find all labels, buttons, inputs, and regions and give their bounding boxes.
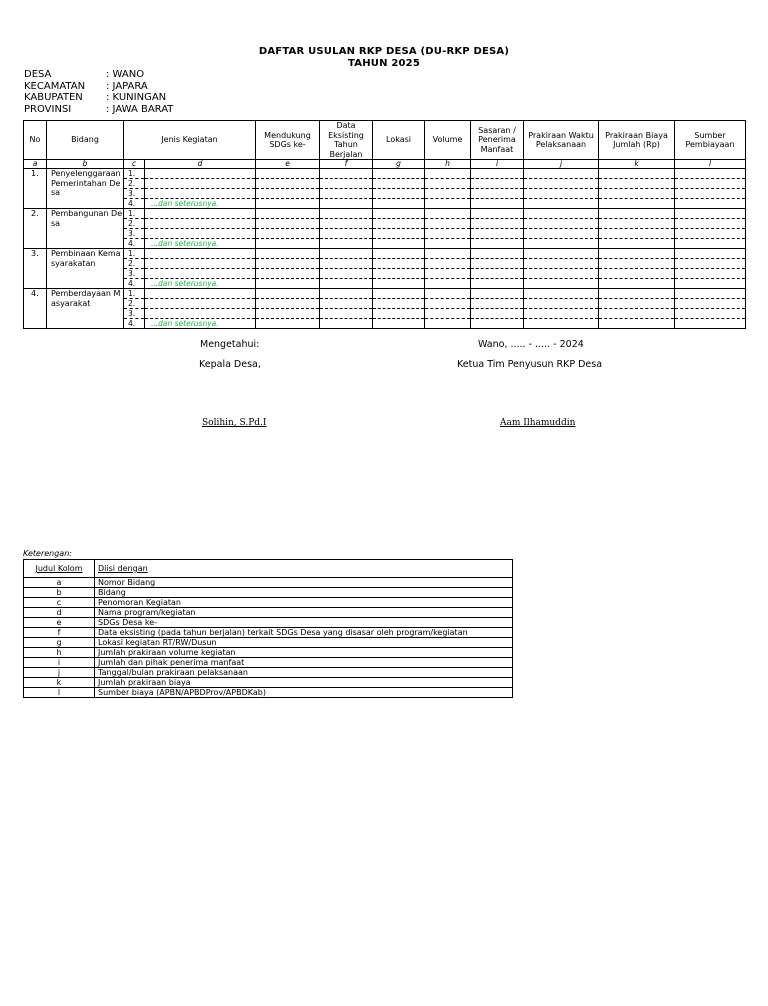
empty-cell [675,199,746,209]
keterangan-value: SDGs Desa ke- [95,618,513,628]
empty-cell [524,259,599,269]
keterangan-row [24,678,513,688]
meta-label: PROVINSI [24,103,72,115]
empty-cell [425,239,471,249]
keterangan-key: l [24,688,95,698]
meta-label: KECAMATAN [24,80,86,92]
kegiatan-row [24,289,746,299]
meta-row-kecamatan [24,81,173,93]
empty-cell [425,169,471,179]
empty-cell [599,169,675,179]
empty-cell [675,299,746,309]
keterangan-key: j [24,668,95,678]
column-letter: b [47,160,124,169]
empty-cell [320,299,373,309]
empty-cell [320,249,373,259]
kegiatan-number: 2. [124,219,145,229]
bidang-name: Pemberdayaan Masyarakat [47,289,124,329]
kegiatan-row [24,189,746,199]
empty-cell [471,229,524,239]
keterangan-row [24,648,513,658]
keterangan-row [24,578,513,588]
kegiatan-row [24,199,746,209]
header-data-eksisting: Data Eksisting Tahun Berjalan [320,121,373,160]
empty-cell [675,289,746,299]
header-bidang: Bidang [47,121,124,160]
column-letter: d [145,160,256,169]
kegiatan-name [145,269,256,279]
empty-cell [425,299,471,309]
empty-cell [524,269,599,279]
empty-cell [320,169,373,179]
keterangan-value: Bidang [95,588,513,598]
kegiatan-name [145,279,256,289]
meta-row-provinsi [24,104,173,116]
column-letter-row [24,160,746,169]
empty-cell [675,229,746,239]
empty-cell [675,189,746,199]
kegiatan-number: 4. [124,239,145,249]
empty-cell [675,249,746,259]
bidang-name: Penyelenggaraan Pemerintahan Desa [47,169,124,209]
kegiatan-name [145,179,256,189]
keterangan-value: Lokasi kegiatan RT/RW/Dusun [95,638,513,648]
keterangan-key: f [24,628,95,638]
empty-cell [256,229,320,239]
keterangan-value: Data eksisting (pada tahun berjalan) terkait SDGs Desa yang disasar oleh program/kegiatan [95,628,513,638]
empty-cell [320,219,373,229]
empty-cell [256,199,320,209]
bidang-number: 2. [24,209,47,249]
keterangan-key: b [24,588,95,598]
empty-cell [599,259,675,269]
empty-cell [320,189,373,199]
empty-cell [675,239,746,249]
empty-cell [425,259,471,269]
keterangan-row [24,618,513,628]
kegiatan-row [24,209,746,219]
empty-cell [425,179,471,189]
empty-cell [373,219,425,229]
empty-cell [373,249,425,259]
header-sumber: Sumber Pembiayaan [675,121,746,160]
empty-cell [256,169,320,179]
kegiatan-name [145,289,256,299]
empty-cell [373,169,425,179]
keterangan-key: e [24,618,95,628]
header-row [24,121,746,160]
column-letter: h [425,160,471,169]
column-letter: j [524,160,599,169]
document-year: TAHUN 2025 [348,58,420,69]
header-volume: Volume [425,121,471,160]
bidang-name: Pembinaan Kemasyarakatan [47,249,124,289]
kegiatan-number: 1. [124,209,145,219]
empty-cell [675,209,746,219]
empty-cell [471,259,524,269]
keterangan-table [23,559,513,698]
keterangan-row [24,588,513,598]
empty-cell [425,219,471,229]
empty-cell [471,319,524,329]
keterangan-key: h [24,648,95,658]
kegiatan-number: 3. [124,269,145,279]
column-letter: a [24,160,47,169]
empty-cell [675,169,746,179]
empty-cell [599,279,675,289]
keterangan-key: i [24,658,95,668]
empty-cell [425,309,471,319]
empty-cell [320,289,373,299]
kegiatan-name [145,219,256,229]
empty-cell [675,309,746,319]
empty-cell [524,229,599,239]
empty-cell [675,259,746,269]
kegiatan-name [145,249,256,259]
empty-cell [471,209,524,219]
empty-cell [256,309,320,319]
keterangan-value: Nama program/kegiatan [95,608,513,618]
empty-cell [373,239,425,249]
empty-cell [425,199,471,209]
empty-cell [256,289,320,299]
empty-cell [425,289,471,299]
empty-cell [471,269,524,279]
empty-cell [320,229,373,239]
column-letter: f [320,160,373,169]
empty-cell [373,189,425,199]
kegiatan-row [24,319,746,329]
empty-cell [425,229,471,239]
kegiatan-name [145,259,256,269]
bidang-number: 1. [24,169,47,209]
usulan-table-body [24,169,746,329]
kegiatan-number: 2. [124,259,145,269]
empty-cell [524,169,599,179]
empty-cell [471,219,524,229]
keterangan-header-row [24,560,513,578]
empty-cell [599,249,675,259]
header-jenis-kegiatan: Jenis Kegiatan [124,121,256,160]
column-letter: k [599,160,675,169]
kepala-desa-label: Kepala Desa, [199,359,261,370]
empty-cell [599,319,675,329]
kegiatan-name [145,189,256,199]
meta-value: : JAPARA [106,80,148,92]
empty-cell [599,289,675,299]
empty-cell [675,269,746,279]
keterangan-value: Sumber biaya (APBN/APBDProv/APBDKab) [95,688,513,698]
empty-cell [524,279,599,289]
empty-cell [373,319,425,329]
empty-cell [425,209,471,219]
kegiatan-name [145,239,256,249]
empty-cell [373,209,425,219]
meta-label: DESA [24,69,52,80]
empty-cell [373,179,425,189]
kegiatan-number: 3. [124,309,145,319]
kegiatan-row [24,299,746,309]
keterangan-key: g [24,638,95,648]
mengetahui-label: Mengetahui: [200,339,260,350]
kegiatan-number: 3. [124,189,145,199]
empty-cell [471,279,524,289]
keterangan-value: Nomor Bidang [95,578,513,588]
empty-cell [425,279,471,289]
empty-cell [524,209,599,219]
empty-cell [320,279,373,289]
keterangan-value: Jumlah prakiraan volume kegiatan [95,648,513,658]
kegiatan-name [145,169,256,179]
empty-cell [599,239,675,249]
kegiatan-number: 2. [124,299,145,309]
empty-cell [320,199,373,209]
kegiatan-number: 1. [124,289,145,299]
kegiatan-row [24,279,746,289]
continuation-note: ...dan seterusnya. [151,279,219,288]
village-info [24,69,173,115]
empty-cell [373,269,425,279]
empty-cell [524,189,599,199]
empty-cell [524,289,599,299]
continuation-note: ...dan seterusnya. [151,239,219,248]
header-lokasi: Lokasi [373,121,425,160]
kegiatan-number: 2. [124,179,145,189]
column-letter: i [471,160,524,169]
bidang-number: 3. [24,249,47,289]
kegiatan-row [24,269,746,279]
empty-cell [373,279,425,289]
empty-cell [373,199,425,209]
keterangan-title: Keterengan: [23,549,72,558]
keterangan-value: Penomoran Kegiatan [95,598,513,608]
empty-cell [471,179,524,189]
ketua-tim-name: Aam Ilhamuddin [500,418,576,428]
empty-cell [471,239,524,249]
kegiatan-row [24,179,746,189]
keterangan-value: Tanggal/bulan prakiraan pelaksanaan [95,668,513,678]
bidang-number: 4. [24,289,47,329]
empty-cell [675,319,746,329]
empty-cell [256,249,320,259]
empty-cell [425,269,471,279]
kegiatan-number: 1. [124,249,145,259]
kegiatan-number: 4. [124,279,145,289]
keterangan-key: a [24,578,95,588]
meta-row-desa [24,69,173,81]
empty-cell [471,249,524,259]
header-sasaran: Sasaran / Penerima Manfaat [471,121,524,160]
empty-cell [425,189,471,199]
kegiatan-row [24,249,746,259]
empty-cell [320,209,373,219]
keterangan-key: d [24,608,95,618]
empty-cell [425,319,471,329]
keterangan-row [24,628,513,638]
empty-cell [524,319,599,329]
empty-cell [471,199,524,209]
empty-cell [256,239,320,249]
empty-cell [524,219,599,229]
kegiatan-name [145,209,256,219]
empty-cell [256,319,320,329]
empty-cell [599,309,675,319]
kegiatan-name [145,299,256,309]
meta-value: : WANO [106,69,145,80]
empty-cell [256,219,320,229]
keterangan-body [24,560,513,698]
empty-cell [471,309,524,319]
meta-value: : JAWA BARAT [106,103,174,115]
empty-cell [599,219,675,229]
empty-cell [320,239,373,249]
ketua-tim-label: Ketua Tim Penyusun RKP Desa [457,359,603,370]
empty-cell [256,189,320,199]
empty-cell [675,179,746,189]
empty-cell [471,299,524,309]
kegiatan-row [24,309,746,319]
kegiatan-number: 3. [124,229,145,239]
place-date: Wano, ..... - ..... - 2024 [478,339,584,350]
empty-cell [524,299,599,309]
empty-cell [320,309,373,319]
bidang-name: Pembangunan Desa [47,209,124,249]
header-sdgs: Mendukung SDGs ke- [256,121,320,160]
empty-cell [471,289,524,299]
meta-label: KABUPATEN [24,92,83,103]
empty-cell [320,259,373,269]
keterangan-row [24,608,513,618]
keterangan-row [24,598,513,608]
empty-cell [373,259,425,269]
keterangan-row [24,688,513,698]
empty-cell [675,219,746,229]
column-letter: l [675,160,746,169]
kegiatan-number: 1. [124,169,145,179]
empty-cell [599,229,675,239]
keterangan-value: Jumlah dan pihak penerima manfaat [95,658,513,668]
empty-cell [256,209,320,219]
header-biaya: Prakiraan Biaya Jumlah (Rp) [599,121,675,160]
empty-cell [256,269,320,279]
kepala-desa-name: Solihin, S.Pd.I [202,418,267,428]
kegiatan-number: 4. [124,319,145,329]
header-no: No [24,121,47,160]
kegiatan-name [145,309,256,319]
empty-cell [373,309,425,319]
column-letter: g [373,160,425,169]
empty-cell [256,179,320,189]
empty-cell [425,249,471,259]
keterangan-key: k [24,678,95,688]
empty-cell [373,289,425,299]
kegiatan-number: 4. [124,199,145,209]
empty-cell [471,189,524,199]
meta-value: : KUNINGAN [106,92,167,103]
empty-cell [373,299,425,309]
empty-cell [373,229,425,239]
empty-cell [471,169,524,179]
keterangan-col-header: Judul Kolom [24,560,95,578]
keterangan-val-header: Diisi dengan [95,560,513,578]
empty-cell [599,199,675,209]
keterangan-key: c [24,598,95,608]
keterangan-value: Jumlah prakiraan biaya [95,678,513,688]
continuation-note: ...dan seterusnya. [151,199,219,208]
empty-cell [599,299,675,309]
empty-cell [320,269,373,279]
meta-row-kabupaten [24,92,173,104]
empty-cell [320,319,373,329]
empty-cell [524,309,599,319]
kegiatan-name [145,319,256,329]
empty-cell [675,279,746,289]
keterangan-row [24,658,513,668]
usulan-table [23,120,746,329]
empty-cell [599,179,675,189]
continuation-note: ...dan seterusnya. [151,319,219,328]
empty-cell [320,179,373,189]
header-waktu: Prakiraan Waktu Pelaksanaan [524,121,599,160]
empty-cell [599,209,675,219]
keterangan-row [24,668,513,678]
empty-cell [256,259,320,269]
document-title: DAFTAR USULAN RKP DESA (DU-RKP DESA) [258,46,510,57]
kegiatan-row [24,219,746,229]
kegiatan-row [24,239,746,249]
column-letter: c [124,160,145,169]
keterangan-row [24,638,513,648]
empty-cell [524,239,599,249]
empty-cell [599,189,675,199]
empty-cell [524,199,599,209]
kegiatan-row [24,169,746,179]
kegiatan-name [145,229,256,239]
kegiatan-row [24,259,746,269]
empty-cell [524,249,599,259]
empty-cell [256,299,320,309]
kegiatan-row [24,229,746,239]
empty-cell [599,269,675,279]
empty-cell [256,279,320,289]
column-letter: e [256,160,320,169]
empty-cell [524,179,599,189]
kegiatan-name [145,199,256,209]
